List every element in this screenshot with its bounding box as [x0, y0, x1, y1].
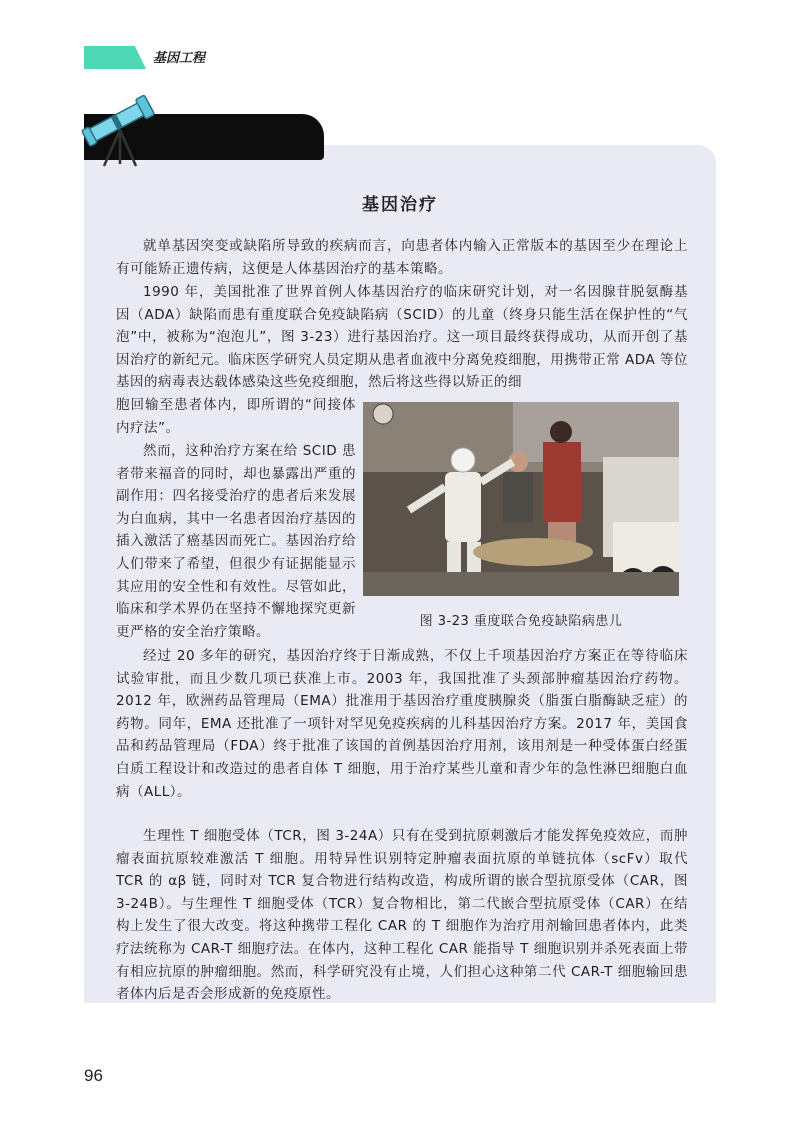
- paragraph-1990: 1990 年，美国批准了世界首例人体基因治疗的临床研究计划，对一名因腺苷脱氨酶基因（ADA）缺陷而患有重度联合免疫缺陷病（SCID）的儿童（终身只能生活在保护性的“气泡”中，被称为“泡泡儿”，图 3-23）进行基因治疗。这一项目最终获得成功，从而开创了基因治疗的新纪元。临床医学研究人员定期从患者血液中分离免疫细胞，用携带正常 ADA 等位基因的病毒表达载体感染这些免疫细胞，然后将这些得以矫正的细: [116, 284, 688, 391]
- section-title: 基因治疗: [362, 195, 438, 215]
- paragraph-progress: 经过 20 多年的研究，基因治疗终于日渐成熟，不仅上千项基因治疗方案正在等待临床试验审批，而且少数几项已获准上市。2003 年，我国批准了头颈部肿瘤基因治疗药物。2012 年，欧洲药品管理局（EMA）批准用于基因治疗重度胰腺炎（脂蛋白脂酶缺乏症）的药物。同年，EMA 还批准了一项针对罕见免疫疾病的儿科基因治疗方案。2017 年，美国食品和药品管理局（FDA）终于批准了该国的首例基因治疗用剂，该用剂是一种受体蛋白经蛋白质工程设计和改造过的患者自体 T 细胞，用于治疗某些儿童和青少年的急性淋巴细胞白血病（ALL）。: [116, 648, 688, 800]
- paragraph-car-t: 生理性 T 细胞受体（TCR，图 3-24A）只有在受到抗原刺激后才能发挥免疫效应，而肿瘤表面抗原较难激活 T 细胞。用特异性识别特定肿瘤表面抗原的单链抗体（scFv）取代 TCR 的 αβ 链，同时对 TCR 复合物进行结构改造，构成所谓的嵌合型抗原受体（CAR，图 3-24B）。与生理性 T 细胞受体（TCR）复合物相比，第二代嵌合型抗原受体（CAR）在结构上发生了很大改变。将这种携带工程化 CAR 的 T 细胞作为治疗用剂输回患者体内，此类疗法统称为 CAR-T 细胞疗法。在体内，这种工程化 CAR 能指导 T 细胞识别并杀死表面上带有相应抗原的肿瘤细胞。然而，科学研究没有止境，人们担心这种第二代 CAR-T 细胞输回患者体内后是否会形成新的免疫原性。: [116, 828, 688, 1003]
- chapter-tab-marker: [84, 46, 146, 69]
- chapter-title: 基因工程: [153, 51, 206, 66]
- paragraph-side-effects: 然而，这种治疗方案在给 SCID 患者带来福音的同时，却也暴露出严重的副作用：四名接受治疗的患者后来发展为白血病，其中一名患者因治疗基因的插入激活了癌基因而死亡。基因治疗给人们带来了希望，但很少有证据能显示其应用的安全性和有效性。尽管如此，临床和学术界仍在坚持不懈地探究更新更严格的安全治疗策略。: [116, 443, 356, 640]
- telescope-icon: [74, 92, 164, 168]
- page-number: 96: [84, 1066, 103, 1085]
- figure-photo: [363, 402, 679, 596]
- paragraph-1990-continued: 胞回输至患者体内，即所谓的“间接体内疗法”。: [116, 397, 356, 436]
- figure-caption: 图 3-23 重度联合免疫缺陷病患儿: [419, 614, 623, 629]
- paragraph-intro: 就单基因突变或缺陷所导致的疾病而言，向患者体内输入正常版本的基因至少在理论上有可能矫正遗传病，这便是人体基因治疗的基本策略。: [116, 238, 688, 277]
